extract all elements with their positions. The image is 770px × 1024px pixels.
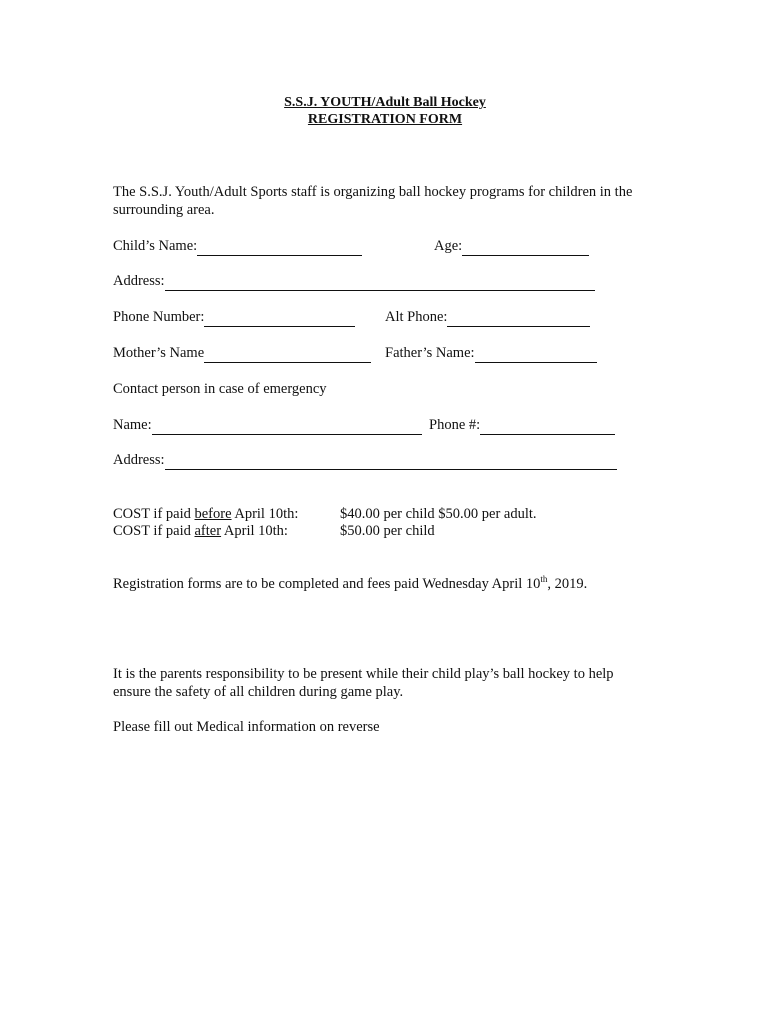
emergency-phone-row — [429, 416, 615, 435]
alt-phone-row — [385, 308, 590, 327]
emergency-name-input[interactable] — [152, 419, 422, 435]
cost-before-suffix: April 10th: — [231, 506, 299, 522]
cost-before-prefix: COST if paid — [113, 506, 195, 522]
father-row — [385, 344, 597, 363]
form-title-line1: S.S.J. YOUTH/Adult Ball Hockey — [284, 95, 486, 110]
cost-after-value: $50.00 per child — [340, 523, 435, 539]
mother-row — [113, 344, 371, 363]
cost-before-label — [113, 505, 298, 523]
mother-label: Mother’s Name — [113, 345, 205, 361]
mother-name-input[interactable] — [204, 347, 371, 363]
child-name-input[interactable] — [197, 240, 362, 256]
emergency-heading: Contact person in case of emergency — [113, 381, 327, 397]
age-label: Age: — [434, 238, 463, 254]
intro-line1: The S.S.J. Youth/Adult Sports staff is organizing ball hockey programs for children in the — [113, 184, 633, 200]
address-label: Address: — [113, 273, 165, 289]
address-input[interactable] — [165, 275, 595, 291]
deadline-superscript: th — [540, 574, 548, 585]
phone-row — [113, 308, 355, 327]
intro-line2: surrounding area. — [113, 202, 215, 218]
emergency-phone-label: Phone #: — [429, 417, 481, 433]
phone-label: Phone Number: — [113, 309, 205, 325]
cost-after-label — [113, 522, 288, 540]
medical-note: Please fill out Medical information on reverse — [113, 719, 380, 735]
address-row — [113, 272, 595, 291]
cost-before-word: before — [194, 506, 232, 522]
age-input[interactable] — [462, 240, 589, 256]
deadline-prefix: Registration forms are to be completed and fees paid Wednesday April 10 — [113, 576, 541, 592]
child-name-label: Child’s Name: — [113, 238, 198, 254]
phone-input[interactable] — [204, 311, 355, 327]
emergency-name-row — [113, 416, 422, 435]
emergency-name-label: Name: — [113, 417, 152, 433]
cost-after-prefix: COST if paid — [113, 523, 195, 539]
age-row — [434, 237, 589, 256]
responsibility-line2: ensure the safety of all children during game play. — [113, 684, 404, 700]
deadline-suffix: , 2019. — [547, 576, 588, 592]
emergency-address-row — [113, 451, 617, 470]
child-name-row — [113, 237, 362, 256]
father-label: Father’s Name: — [385, 345, 475, 361]
emergency-address-label: Address: — [113, 452, 165, 468]
form-title-line2: REGISTRATION FORM — [307, 112, 463, 127]
emergency-phone-input[interactable] — [480, 419, 615, 435]
cost-before-value: $40.00 per child $50.00 per adult. — [340, 506, 537, 522]
emergency-address-input[interactable] — [165, 454, 617, 470]
alt-phone-label: Alt Phone: — [385, 309, 448, 325]
cost-after-word: after — [194, 523, 222, 539]
deadline-text — [113, 575, 587, 593]
alt-phone-input[interactable] — [447, 311, 590, 327]
cost-after-suffix: April 10th: — [221, 523, 288, 539]
father-name-input[interactable] — [475, 347, 597, 363]
responsibility-line1: It is the parents responsibility to be present while their child play’s ball hockey to help — [113, 666, 614, 682]
